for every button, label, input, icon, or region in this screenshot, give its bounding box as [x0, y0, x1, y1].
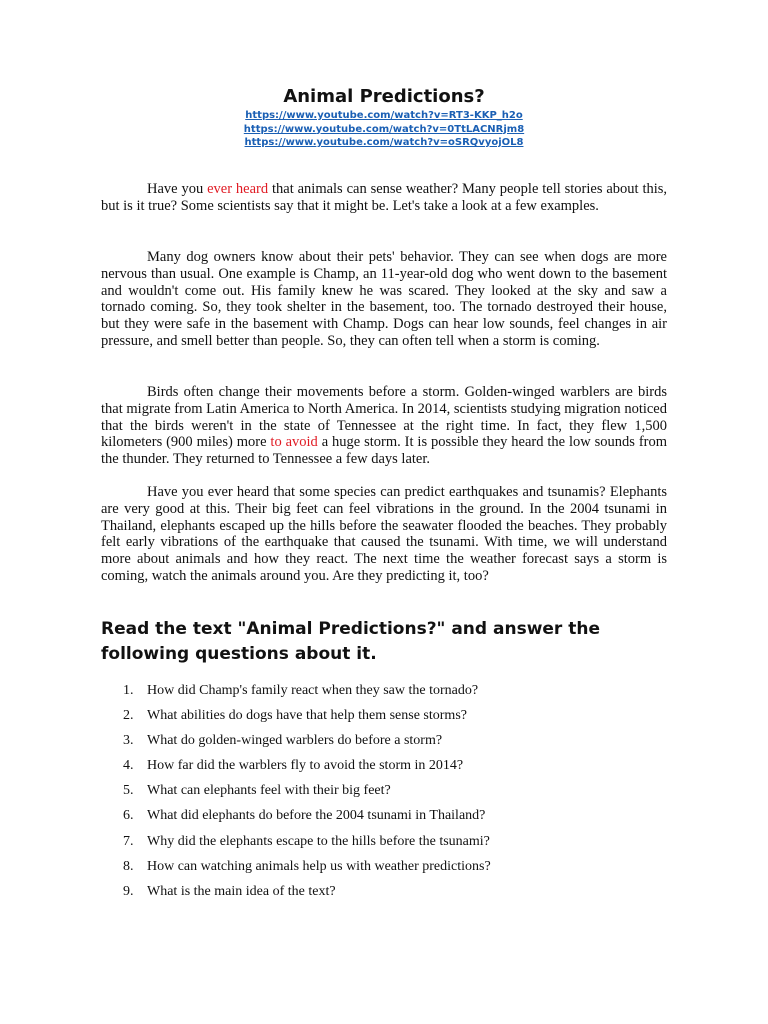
- question-text: What abilities do dogs have that help them sense storms?: [147, 708, 467, 724]
- question-item: [101, 782, 667, 807]
- question-item: [101, 757, 667, 782]
- question-number: 5.: [123, 783, 134, 799]
- question-item: [101, 732, 667, 757]
- question-number: 8.: [123, 858, 134, 874]
- questions-list: [101, 682, 667, 908]
- document-title: Animal Predictions?: [283, 86, 485, 107]
- question-item: [101, 682, 667, 707]
- paragraph-intro-start: Have you: [147, 181, 208, 197]
- paragraph-birds: [101, 384, 667, 468]
- question-item: [101, 858, 667, 883]
- question-text: What do golden-winged warblers do before a storm?: [147, 733, 443, 749]
- question-text: How did Champ's family react when they saw the tornado?: [147, 683, 479, 698]
- question-item: [101, 807, 667, 832]
- video-link-1[interactable]: https://www.youtube.com/watch?v=RT3-KKP_h2o: [245, 110, 523, 121]
- question-item: [101, 883, 667, 908]
- highlight-ever-heard: ever heard: [207, 181, 269, 197]
- paragraph-birds-start: Birds often change their movements before a storm. Golden-winged warblers are birds that migrate from Latin America to North America. In 2014, scientists studying migration noticed that the birds weren't in the state of Tennessee at the right time. In fact, they flew 1,500 kilometers (900 miles) more: [101, 384, 667, 451]
- question-text: Why did the elephants escape to the hills before the tsunami?: [147, 833, 490, 849]
- question-text: What can elephants feel with their big feet?: [147, 783, 391, 799]
- video-link-2[interactable]: https://www.youtube.com/watch?v=0TtLACNRjm8: [243, 123, 525, 135]
- question-text: What is the main idea of the text?: [147, 883, 336, 899]
- question-text: How far did the warblers fly to avoid the storm in 2014?: [147, 758, 464, 774]
- question-number: 9.: [123, 883, 134, 899]
- question-number: 1.: [123, 683, 134, 698]
- paragraph-intro-end: that animals can sense weather? Many people tell stories about this, but is it true? Some scientists say that it might be. Let's take a look at a few examples.: [101, 181, 668, 214]
- question-item: [101, 833, 667, 858]
- paragraph-dogs: Many dog owners know about their pets' behavior. They can see when dogs are more nervous than usual. One example is Champ, an 11-year-old dog who went down to the basement and wouldn't come out. His family knew he was scared. They looked at the sky and saw a tornado coming. So, they took shelter in the basement, too. The tornado destroyed their house, but they were safe in the basement with Champ. Dogs can hear low sounds, feel changes in air pressure, and smell better than people. So, they can often tell when a storm is coming.: [101, 249, 667, 349]
- paragraph-birds-end: a huge storm. It is possible they heard the low sounds from the thunder. They returned to Tennessee a few days later.: [101, 434, 667, 468]
- question-number: 4.: [123, 758, 134, 774]
- question-text: How can watching animals help us with weather predictions?: [147, 858, 491, 874]
- video-links: [0, 109, 768, 150]
- question-number: 6.: [123, 808, 134, 824]
- question-text: What did elephants do before the 2004 tsunami in Thailand?: [147, 808, 486, 824]
- question-number: 2.: [123, 708, 134, 724]
- question-number: 3.: [123, 733, 134, 749]
- video-link-3[interactable]: https://www.youtube.com/watch?v=oSRQvyojOL8: [244, 137, 524, 148]
- paragraph-intro: [101, 181, 667, 215]
- paragraph-elephants: Have you ever heard that some species can predict earthquakes and tsunamis? Elephants are very good at this. Their big feet can feel vibrations in the ground. In the 2004 tsunami in Thailand, elephants escaped up the hills before the seawater flooded the beaches. They probably felt early vibrations of the earthquake that caused the tsunami. With time, we will understand more about animals and how they react. The next time the weather forecast says a storm is coming, watch the animals around you. Are they predicting it, too?: [101, 484, 667, 584]
- questions-heading: Read the text "Animal Predictions?" and answer the following questions about it.: [101, 619, 600, 664]
- highlight-to-avoid: to avoid: [270, 434, 318, 451]
- question-number: 7.: [123, 833, 134, 849]
- question-item: [101, 707, 667, 732]
